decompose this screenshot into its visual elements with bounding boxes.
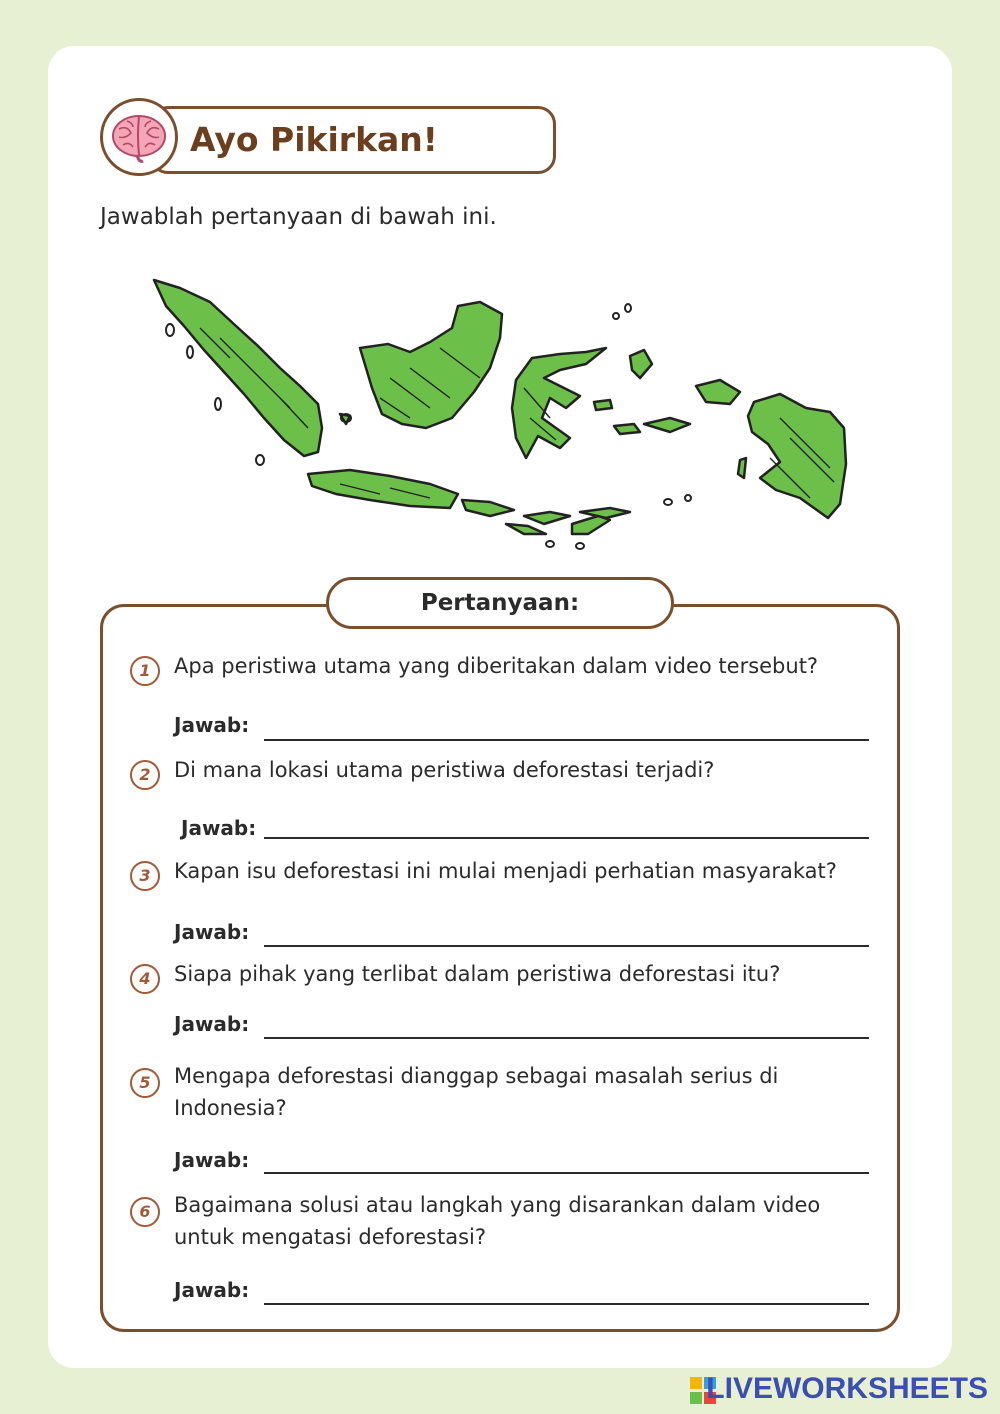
- answer-line-2: [264, 837, 869, 839]
- island-sulawesi: [512, 348, 606, 458]
- answer-input-4[interactable]: [264, 1007, 869, 1035]
- answer-line-5: [264, 1172, 869, 1174]
- liveworksheets-brand[interactable]: LIVEWORKSHEETS: [706, 1372, 988, 1405]
- island-java: [308, 470, 458, 508]
- answer-input-2[interactable]: [264, 807, 869, 835]
- island-kalimantan: [360, 302, 502, 428]
- question-number-6: 6: [130, 1197, 160, 1227]
- answer-label-5: Jawab:: [174, 1148, 250, 1172]
- question-4-text: Siapa pihak yang terlibat dalam peristiwa deforestasi itu?: [174, 962, 781, 986]
- answer-label-2: Jawab:: [181, 816, 257, 840]
- page-title: Ayo Pikirkan!: [190, 120, 438, 159]
- question-1-text: Apa peristiwa utama yang diberitakan dalam video tersebut?: [174, 654, 819, 678]
- answer-input-5[interactable]: [264, 1142, 869, 1170]
- question-3-text: Kapan isu deforestasi ini mulai menjadi perhatian masyarakat?: [174, 859, 837, 883]
- answer-input-3[interactable]: [264, 915, 869, 943]
- question-number-3: 3: [130, 861, 160, 891]
- answer-line-6: [264, 1303, 869, 1305]
- questions-header: Pertanyaan:: [326, 577, 674, 629]
- answer-label-3: Jawab:: [174, 920, 250, 944]
- island-papua: [748, 394, 846, 518]
- question-5-text: Mengapa deforestasi dianggap sebagai masalah serius di Indonesia?: [174, 1064, 779, 1120]
- answer-input-1[interactable]: [264, 709, 869, 737]
- island-sumatra: [154, 280, 322, 456]
- question-number-5: 5: [130, 1068, 160, 1098]
- indonesia-map: [140, 268, 860, 558]
- question-number-4: 4: [130, 964, 160, 994]
- question-6-text: Bagaimana solusi atau langkah yang disarankan dalam video untuk mengatasi deforestasi?: [174, 1193, 821, 1249]
- answer-line-1: [264, 739, 869, 741]
- question-2-text: Di mana lokasi utama peristiwa deforestasi terjadi?: [174, 758, 715, 782]
- answer-label-1: Jawab:: [174, 713, 250, 737]
- question-number-2: 2: [130, 760, 160, 790]
- instruction-text: Jawablah pertanyaan di bawah ini.: [100, 204, 497, 230]
- answer-label-4: Jawab:: [174, 1012, 250, 1036]
- answer-line-4: [264, 1037, 869, 1039]
- brain-icon: [100, 98, 178, 176]
- answer-line-3: [264, 945, 869, 947]
- question-number-1: 1: [130, 656, 160, 686]
- answer-input-6[interactable]: [264, 1273, 869, 1301]
- answer-label-6: Jawab:: [174, 1278, 250, 1302]
